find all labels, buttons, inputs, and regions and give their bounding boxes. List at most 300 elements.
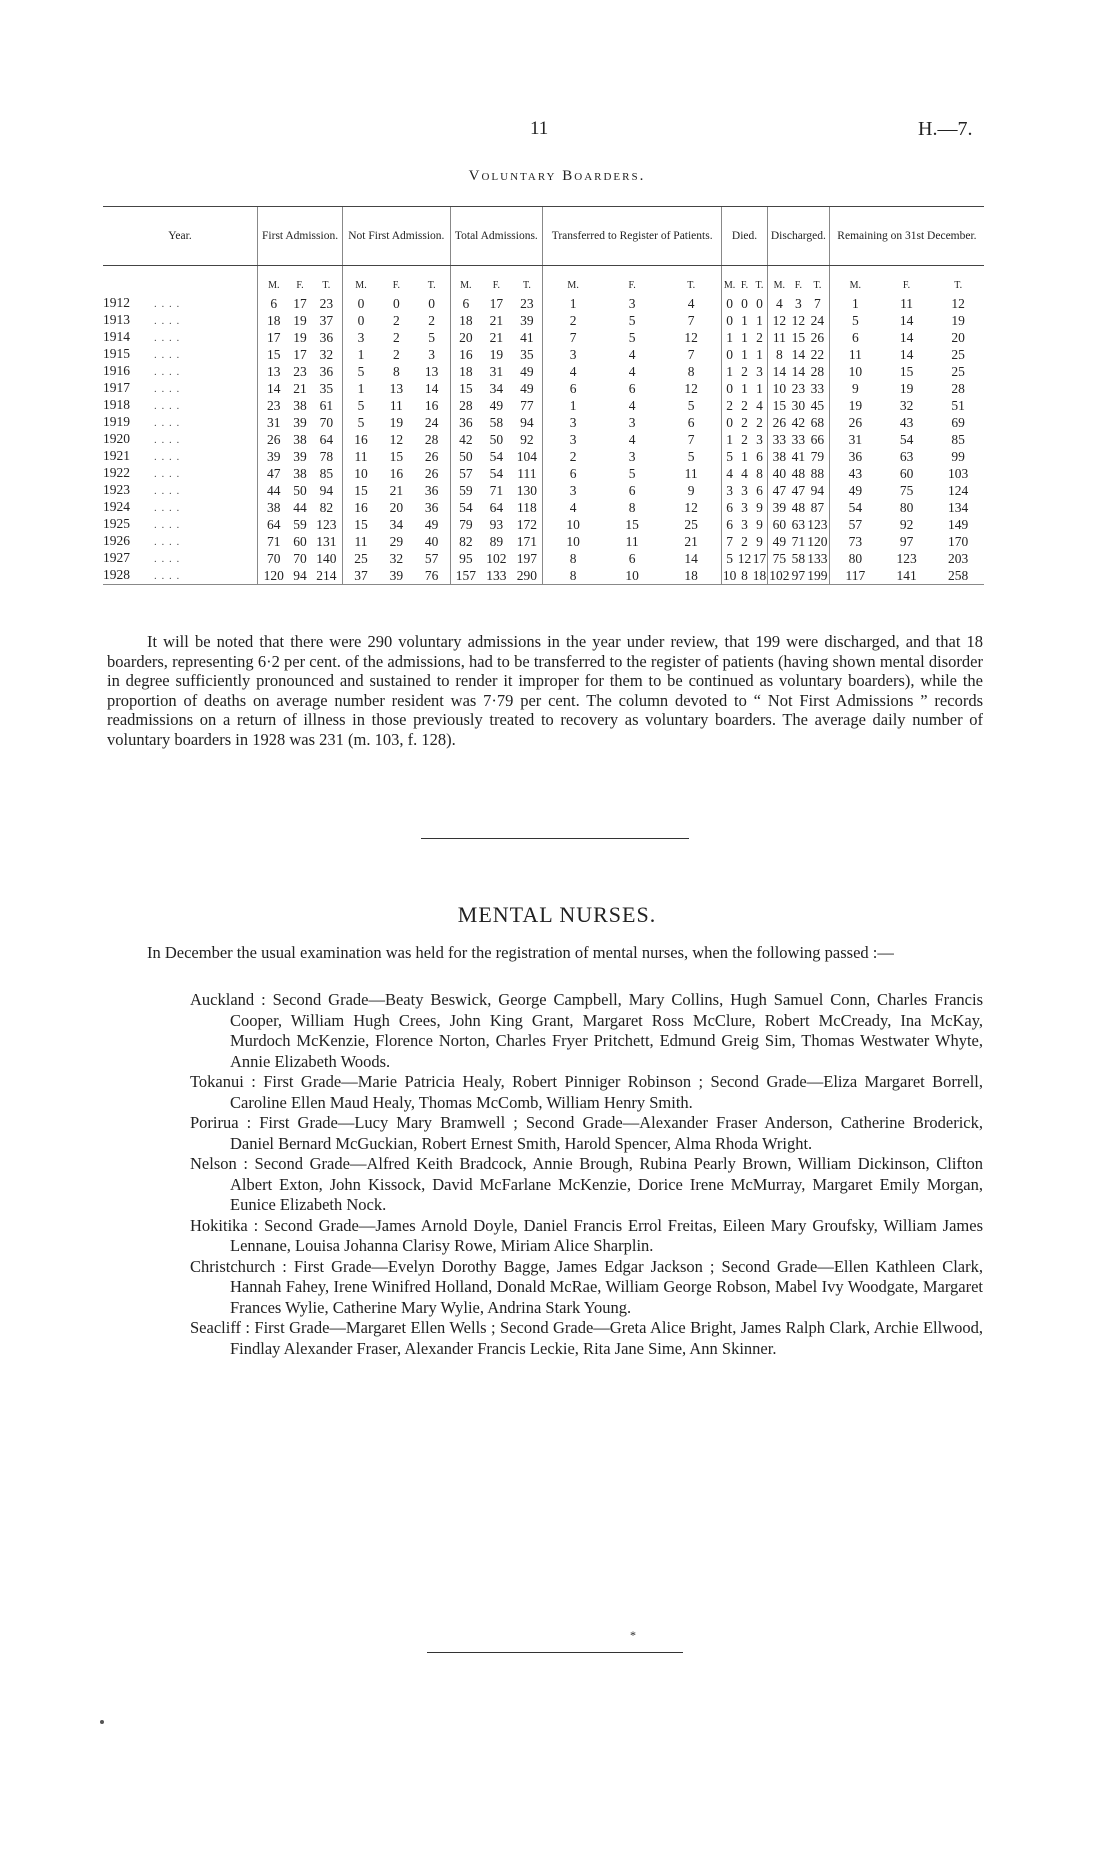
- table-cell: 36: [450, 414, 481, 431]
- table-cell: 78: [319, 448, 334, 464]
- table-cell: 17: [489, 295, 504, 311]
- table-cell: 35: [319, 380, 334, 396]
- leader-dots: . . . .: [154, 468, 181, 480]
- table-cell: 71: [258, 533, 290, 550]
- table-cell: 71: [791, 533, 806, 549]
- table-cell: 28: [810, 363, 825, 379]
- table-cell: 18: [450, 312, 481, 329]
- table-cell: 4: [756, 397, 763, 413]
- table-cell: 3: [543, 431, 603, 448]
- table-cell: 29: [389, 533, 404, 549]
- table-row: [103, 567, 984, 585]
- table-cell: 2: [756, 414, 763, 430]
- year-label: 1919: [103, 414, 130, 429]
- table-cell: 6: [543, 380, 603, 397]
- table-cell: 133: [481, 567, 511, 585]
- table-cell: 54: [489, 448, 504, 464]
- table-cell: 36: [319, 329, 334, 345]
- table-cell: 43: [829, 465, 880, 482]
- table-cell: 149: [948, 516, 969, 532]
- table-cell: 1: [756, 346, 763, 362]
- leader-dots: . . . .: [154, 553, 181, 565]
- table-cell: 40: [767, 465, 790, 482]
- table-cell: 21: [684, 533, 698, 549]
- table-cell: 18: [661, 567, 721, 585]
- table-cell: 21: [489, 312, 504, 328]
- table-cell: 44: [293, 499, 307, 515]
- subheader-m: M.: [450, 266, 481, 296]
- year-label: 1918: [103, 397, 130, 412]
- leader-dots: . . . .: [154, 400, 181, 412]
- table-cell: 10: [543, 516, 603, 533]
- table-cell: 23: [293, 363, 307, 379]
- year-label: 1923: [103, 482, 130, 497]
- table-cell: 70: [293, 550, 307, 566]
- table-cell: 171: [516, 533, 538, 549]
- subheader-f: F.: [492, 280, 500, 291]
- table-cell: 15: [767, 397, 790, 414]
- row-year: [103, 448, 258, 465]
- table-cell: 3: [741, 482, 748, 498]
- row-year: [103, 363, 258, 380]
- table-cell: 85: [319, 465, 334, 481]
- table-cell: 1: [543, 397, 603, 414]
- table-cell: 120: [807, 533, 828, 549]
- table-cell: 8: [543, 567, 603, 585]
- table-row: [103, 465, 984, 482]
- table-cell: 13: [424, 363, 439, 379]
- subheader-t: T.: [687, 280, 696, 291]
- table-cell: 14: [899, 346, 914, 362]
- table-cell: 92: [520, 431, 534, 447]
- subheader-m: M.: [722, 266, 737, 296]
- table-cell: 11: [389, 397, 403, 413]
- table-cell: 11: [343, 448, 379, 465]
- table-cell: 26: [424, 465, 439, 481]
- row-year: [103, 550, 258, 567]
- subheader-t: T.: [322, 280, 331, 291]
- page-reference: H.—7.: [918, 118, 973, 140]
- table-cell: 28: [450, 397, 481, 414]
- table-cell: 33: [791, 431, 806, 447]
- row-year: [103, 414, 258, 431]
- table-cell: 80: [829, 550, 880, 567]
- row-year: [103, 533, 258, 550]
- table-cell: 3: [741, 499, 748, 515]
- subheader-t: T.: [813, 280, 822, 291]
- table-cell: 94: [290, 567, 311, 585]
- table-cell: 39: [293, 448, 307, 464]
- table-cell: 76: [414, 567, 450, 585]
- table-cell: 12: [684, 499, 698, 515]
- table-cell: 12: [951, 295, 965, 311]
- table-cell: 63: [899, 448, 914, 464]
- table-cell: 42: [450, 431, 481, 448]
- table-cell: 51: [951, 397, 965, 413]
- table-cell: 19: [293, 312, 307, 328]
- entry-tokanui: Tokanui : First Grade—Marie Patricia Healy, Robert Pinniger Robinson ; Second Grade—Eliza Margaret Borrell, Caroline Ellen Maud Healy, Thomas McComb, William Henry Smith.: [190, 1072, 983, 1112]
- table-cell: 49: [767, 533, 790, 550]
- table-cell: 12: [389, 431, 404, 447]
- table-cell: 39: [379, 567, 414, 585]
- year-label: 1916: [103, 363, 130, 378]
- table-cell: 4: [628, 363, 636, 379]
- table-cell: 15: [343, 516, 379, 533]
- table-cell: 11: [684, 465, 698, 481]
- table-cell: 4: [767, 295, 790, 312]
- table-cell: 77: [520, 397, 534, 413]
- table-cell: 16: [343, 499, 379, 516]
- group-header-discharged: Discharged.: [767, 207, 829, 266]
- table-cell: 39: [258, 448, 290, 465]
- table-cell: 8: [543, 550, 603, 567]
- table-cell: 28: [424, 431, 439, 447]
- table-cell: 2: [741, 414, 748, 430]
- year-label: 1914: [103, 329, 130, 344]
- table-cell: 93: [489, 516, 504, 532]
- subheader-t: T.: [755, 280, 764, 291]
- table-cell: 2: [392, 329, 400, 345]
- table-row: [103, 499, 984, 516]
- table-cell: 3: [543, 482, 603, 499]
- subheader-m: M.: [767, 266, 790, 296]
- table-cell: 14: [767, 363, 790, 380]
- table-cell: 12: [737, 550, 752, 566]
- table-cell: 3: [741, 516, 748, 532]
- table-cell: 20: [951, 329, 965, 345]
- table-cell: 102: [769, 567, 790, 583]
- intro-text: In December the usual examination was held for the registration of mental nurses, when the following passed :—: [147, 943, 894, 962]
- table-cell: 214: [311, 567, 343, 585]
- table-cell: 131: [316, 533, 337, 549]
- table-cell: 118: [517, 499, 537, 515]
- table-cell: 36: [829, 448, 880, 465]
- section-divider: [421, 838, 689, 839]
- table-cell: 5: [343, 414, 379, 431]
- table-cell: 3: [795, 295, 802, 311]
- table-cell: 1: [543, 295, 603, 312]
- table-cell: 16: [424, 397, 439, 413]
- table-cell: 120: [258, 567, 290, 585]
- table-cell: 14: [684, 550, 698, 566]
- section-heading: MENTAL NURSES.: [457, 902, 657, 927]
- table-cell: 5: [687, 448, 695, 464]
- group-header-died: Died.: [722, 207, 768, 266]
- subheader-m: M.: [258, 266, 290, 296]
- table-row: [103, 363, 984, 380]
- row-year: [103, 380, 258, 397]
- table-cell: 6: [722, 516, 737, 533]
- table-cell: 19: [951, 312, 965, 328]
- table-cell: 10: [343, 465, 379, 482]
- entry-seacliff: Seacliff : First Grade—Margaret Ellen Wells ; Second Grade—Greta Alice Bright, James Ralph Clark, Archie Ellwood, Findlay Alexander Fraser, Alexander Francis Leckie, Rita Jane Sime, Ann Skinner.: [190, 1318, 983, 1358]
- entry-nelson: Nelson : Second Grade—Alfred Keith Bradcock, Annie Brough, Rubina Pearly Brown, William Dickinson, Clifton Albert Exton, John Kissock, David McFarlane McKenzie, Dorice Irene McMurray, Margaret Emily Morgan, Eunice Elizabeth Nock.: [190, 1154, 983, 1214]
- table-cell: 75: [767, 550, 790, 567]
- table-cell: 32: [389, 550, 404, 566]
- table-cell: 49: [424, 516, 439, 532]
- table-cell: 2: [741, 533, 748, 549]
- table-cell: 1: [741, 448, 748, 464]
- table-cell: 26: [258, 431, 290, 448]
- table-cell: 16: [450, 346, 481, 363]
- year-label: 1928: [103, 567, 130, 582]
- entry-auckland: Auckland : Second Grade—Beaty Beswick, George Campbell, Mary Collins, Hugh Samuel Conn, Charles Francis Cooper, William Hugh Crees, John King Grant, Margaret Ross McClure, Robert McCready, Ina McKay, Murdoch McKenzie, Florence Norton, Charles Fryer Pritchett, Edmund Greig Sim, Thomas Westwater Whyte, Annie Elizabeth Woods.: [190, 990, 983, 1071]
- table-cell: 18: [450, 363, 481, 380]
- table-cell: 0: [343, 295, 379, 312]
- table-cell: 7: [543, 329, 603, 346]
- row-year: [103, 346, 258, 363]
- subheader-f: F.: [902, 280, 911, 291]
- table-cell: 134: [948, 499, 969, 515]
- table-cell: 25: [951, 363, 965, 379]
- table-cell: 12: [684, 329, 698, 345]
- table-cell: 11: [343, 533, 379, 550]
- group-header-remaining: Remaining on 31st December.: [829, 207, 984, 266]
- table-cell: 36: [424, 499, 439, 515]
- table-cell: 94: [319, 482, 334, 498]
- table-cell: 17: [293, 346, 307, 362]
- table-cell: 38: [767, 448, 790, 465]
- table-cell: 1: [741, 312, 748, 328]
- table-cell: 1: [722, 363, 737, 380]
- table-cell: 10: [722, 567, 737, 583]
- voluntary-boarders-paragraph: [107, 632, 983, 749]
- table-cell: 4: [543, 363, 603, 380]
- table-cell: 258: [932, 567, 984, 585]
- table-cell: 197: [516, 550, 538, 566]
- table-cell: 15: [343, 482, 379, 499]
- row-year: [103, 295, 258, 312]
- table-cell: 3: [628, 414, 636, 430]
- table-cell: 94: [520, 414, 534, 430]
- table-cell: 44: [258, 482, 290, 499]
- table-cell: 6: [543, 465, 603, 482]
- table-cell: 60: [899, 465, 914, 481]
- table-cell: 64: [319, 431, 334, 447]
- year-header: Year.: [103, 207, 258, 266]
- table-body: [103, 295, 984, 585]
- year-label: 1917: [103, 380, 130, 395]
- table-cell: 48: [791, 465, 806, 481]
- table-cell: 6: [829, 329, 880, 346]
- table-cell: 82: [450, 533, 481, 550]
- table-cell: 0: [741, 295, 748, 311]
- table-cell: 3: [628, 448, 636, 464]
- subheader-t: T.: [954, 280, 963, 291]
- table-cell: 17: [752, 550, 767, 566]
- table-cell: 0: [428, 295, 436, 311]
- table-cell: 14: [899, 329, 914, 345]
- table-cell: 6: [628, 482, 636, 498]
- table-cell: 54: [829, 499, 880, 516]
- table-cell: 41: [520, 329, 534, 345]
- table-cell: 57: [450, 465, 481, 482]
- table-cell: 42: [791, 414, 806, 430]
- table-cell: 10: [603, 567, 661, 585]
- table-cell: 2: [392, 312, 400, 328]
- table-cell: 24: [810, 312, 825, 328]
- table-cell: 5: [428, 329, 436, 345]
- subheader-m: M.: [543, 266, 603, 296]
- year-label: 1925: [103, 516, 130, 531]
- table-cell: 7: [687, 431, 695, 447]
- table-cell: 23: [520, 295, 534, 311]
- table-cell: 36: [424, 482, 439, 498]
- table-cell: 89: [489, 533, 504, 549]
- table-cell: 33: [810, 380, 825, 396]
- table-cell: 16: [343, 431, 379, 448]
- table-cell: 2: [741, 397, 748, 413]
- table-group-header-row: [103, 207, 984, 266]
- subheader-f: F.: [794, 280, 803, 291]
- table-cell: 47: [791, 482, 806, 498]
- table-cell: 71: [489, 482, 504, 498]
- table-cell: 3: [628, 295, 636, 311]
- table-cell: 34: [489, 380, 504, 396]
- table-cell: 15: [450, 380, 481, 397]
- table-cell: 11: [625, 533, 639, 549]
- table-cell: 6: [756, 448, 763, 464]
- table-cell: 18: [752, 567, 767, 583]
- group-header-not-first-admission: Not First Admission.: [343, 207, 450, 266]
- year-label: 1921: [103, 448, 130, 463]
- footer-mark: *: [630, 1628, 636, 1642]
- subheader-t: T.: [427, 280, 436, 291]
- table-cell: 30: [791, 397, 806, 413]
- leader-dots: . . . .: [154, 366, 181, 378]
- table-row: [103, 397, 984, 414]
- table-cell: 19: [293, 329, 307, 345]
- table-cell: 75: [899, 482, 914, 498]
- leader-dots: . . . .: [154, 417, 181, 429]
- table-cell: 1: [722, 431, 737, 448]
- year-label: 1912: [103, 295, 130, 310]
- table-cell: 50: [450, 448, 481, 465]
- table-cell: 0: [722, 312, 737, 329]
- row-year: [103, 482, 258, 499]
- table-row: [103, 380, 984, 397]
- table-cell: 38: [293, 465, 307, 481]
- table-cell: 47: [767, 482, 790, 499]
- table-cell: 5: [628, 465, 636, 481]
- subheader-blank: [103, 266, 258, 296]
- table-cell: 70: [258, 550, 290, 567]
- table-cell: 3: [756, 363, 763, 379]
- table-cell: 133: [807, 550, 828, 566]
- table-cell: 124: [948, 482, 969, 498]
- table-cell: 88: [810, 465, 825, 481]
- table-cell: 157: [450, 567, 481, 585]
- table-cell: 19: [389, 414, 404, 430]
- year-label: 1922: [103, 465, 130, 480]
- table-cell: 61: [319, 397, 334, 413]
- table-cell: 38: [293, 431, 307, 447]
- table-cell: 59: [450, 482, 481, 499]
- table-cell: 8: [687, 363, 695, 379]
- voluntary-boarders-table: [103, 206, 984, 585]
- table-cell: 4: [687, 295, 695, 311]
- table-row: [103, 414, 984, 431]
- table-cell: 60: [293, 533, 307, 549]
- table-cell: 58: [791, 550, 806, 566]
- table-cell: 6: [628, 550, 636, 566]
- table-cell: 12: [767, 312, 790, 329]
- table-cell: 16: [389, 465, 404, 481]
- table-cell: 23: [791, 380, 806, 396]
- table-cell: 2: [741, 431, 748, 447]
- entry-christchurch: Christchurch : First Grade—Evelyn Dorothy Bagge, James Edgar Jackson ; Second Grade—Ellen Kathleen Clark, Hannah Fahey, Irene Winifred Holland, Donald McRae, William George Robson, Mabel Ivy Woodgate, Margaret Frances Wylie, Catherine Mary Wylie, Andrina Stark Young.: [190, 1256, 983, 1317]
- table-cell: 21: [489, 329, 504, 345]
- section-intro: [107, 943, 983, 963]
- table-cell: 199: [807, 567, 828, 583]
- table-cell: 20: [389, 499, 404, 515]
- table-cell: 3: [428, 346, 436, 362]
- table-cell: 0: [722, 346, 737, 363]
- table-cell: 15: [389, 448, 404, 464]
- table-cell: 2: [756, 329, 763, 345]
- table-cell: 3: [756, 431, 763, 447]
- table-cell: 0: [722, 295, 737, 312]
- page-number: 11: [530, 118, 549, 139]
- table-cell: 49: [520, 380, 534, 396]
- leader-dots: . . . .: [154, 383, 181, 395]
- table-cell: 58: [489, 414, 504, 430]
- table-cell: 0: [722, 414, 737, 431]
- table-cell: 0: [343, 312, 379, 329]
- table-cell: 80: [899, 499, 914, 515]
- table-cell: 31: [258, 414, 290, 431]
- table-cell: 1: [722, 329, 737, 346]
- table-cell: 79: [450, 516, 481, 533]
- table-cell: 1: [756, 380, 763, 396]
- table-cell: 6: [450, 295, 481, 312]
- table-cell: 4: [628, 397, 636, 413]
- table-row: [103, 295, 984, 312]
- table-cell: 59: [293, 516, 307, 532]
- row-year: [103, 397, 258, 414]
- table-cell: 39: [293, 414, 307, 430]
- table-cell: 39: [520, 312, 534, 328]
- table-cell: 15: [625, 516, 639, 532]
- table-cell: 54: [489, 465, 504, 481]
- table-cell: 21: [389, 482, 404, 498]
- table-cell: 23: [258, 397, 290, 414]
- subheader-m: M.: [829, 266, 880, 296]
- table-cell: 57: [424, 550, 439, 566]
- leader-dots: . . . .: [154, 298, 181, 310]
- footer-rule: [427, 1652, 683, 1653]
- table-cell: 1: [343, 346, 379, 363]
- table-cell: 11: [767, 329, 790, 346]
- table-cell: 4: [741, 465, 748, 481]
- table-cell: 1: [829, 295, 880, 312]
- table-cell: 2: [543, 312, 603, 329]
- table-cell: 2: [543, 448, 603, 465]
- leader-dots: . . . .: [154, 451, 181, 463]
- table-cell: 85: [951, 431, 965, 447]
- table-cell: 25: [951, 346, 965, 362]
- table-cell: 123: [896, 550, 917, 566]
- table-cell: 31: [829, 431, 880, 448]
- table-cell: 49: [829, 482, 880, 499]
- table-cell: 32: [899, 397, 914, 413]
- table-cell: 290: [512, 567, 543, 585]
- table-cell: 39: [767, 499, 790, 516]
- table-cell: 99: [951, 448, 965, 464]
- table-cell: 3: [722, 482, 737, 499]
- table-row: [103, 329, 984, 346]
- table-row: [103, 431, 984, 448]
